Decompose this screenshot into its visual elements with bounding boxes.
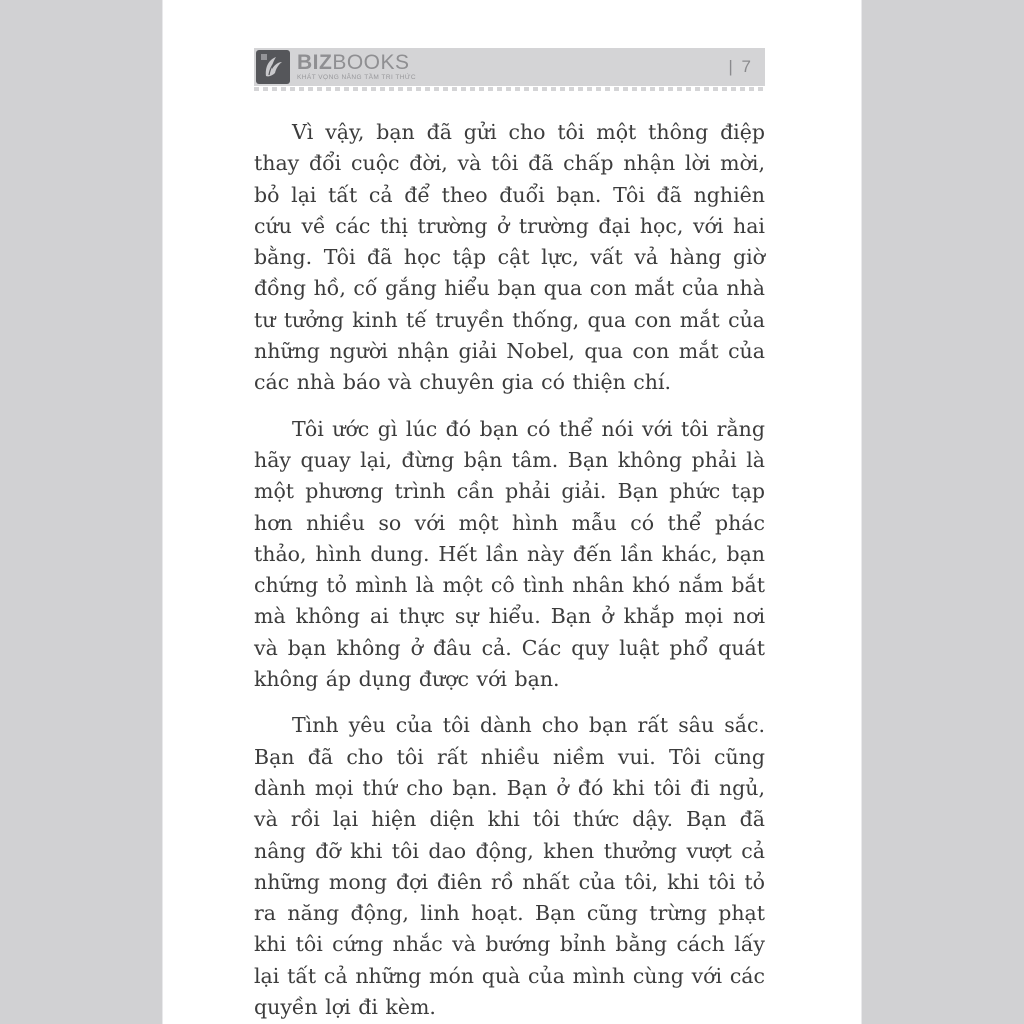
page-number: | 7: [728, 57, 753, 76]
perforation-divider: [254, 87, 765, 91]
brand-text: [297, 52, 416, 82]
header-bar: [254, 48, 765, 86]
paragraph: Vì vậy, bạn đã gửi cho tôi một thông điệp thay đổi cuộc đời, và tôi đã chấp nhận lời mời, bỏ lại tất cả để theo đuổi bạn. Tôi đã nghiên cứu về các thị trường ở trường đại học, với hai bằng. Tôi đã học tập cật lực, vất vả hàng giờ đồng hồ, cố gắng hiểu bạn qua con mắt của nhà tư tưởng kinh tế truyền thống, qua con mắt của những người nhận giải Nobel, qua con mắt của các nhà báo và chuyên gia có thiện chí.: [254, 120, 765, 395]
paragraph: Tình yêu của tôi dành cho bạn rất sâu sắc. Bạn đã cho tôi rất nhiều niềm vui. Tôi cũng dành mọi thứ cho bạn. Bạn ở đó khi tôi đi ngủ, và rồi lại hiện diện khi tôi thức dậy. Bạn đã nâng đỡ khi tôi dao động, khen thưởng vượt cả những mong đợi điên rồ nhất của tôi, khi tôi tỏ ra năng động, linh hoạt. Bạn cũng trừng phạt khi tôi cứng nhắc và bướng bỉnh bằng cách lấy lại tất cả những món quà của mình cùng với các quyền lợi đi kèm.: [254, 713, 765, 1020]
paragraph: Tôi ước gì lúc đó bạn có thể nói với tôi rằng hãy quay lại, đừng bận tâm. Bạn không phải là một phương trình cần phải giải. Bạn phức tạp hơn nhiều so với một hình mẫu có thể phác thảo, hình dung. Hết lần này đến lần khác, bạn chứng tỏ mình là một cô tình nhân khó nắm bắt mà không ai thực sự hiểu. Bạn ở khắp mọi nơi và bạn không ở đâu cả. Các quy luật phổ quát không áp dụng được với bạn.: [254, 416, 765, 692]
brand-wordmark-light: BOOKS: [332, 51, 410, 74]
brand-tagline: KHÁT VỌNG NÂNG TẦM TRI THỨC: [297, 74, 417, 81]
bizbooks-logo-icon: [256, 50, 290, 84]
brand-wordmark: [297, 52, 416, 73]
book-page: [162, 0, 862, 1024]
brand-wordmark-bold: BIZ: [297, 51, 333, 74]
left-gutter: [0, 0, 162, 1024]
right-gutter: [862, 0, 1024, 1024]
brand: [256, 50, 416, 84]
text-block: [254, 117, 765, 1023]
